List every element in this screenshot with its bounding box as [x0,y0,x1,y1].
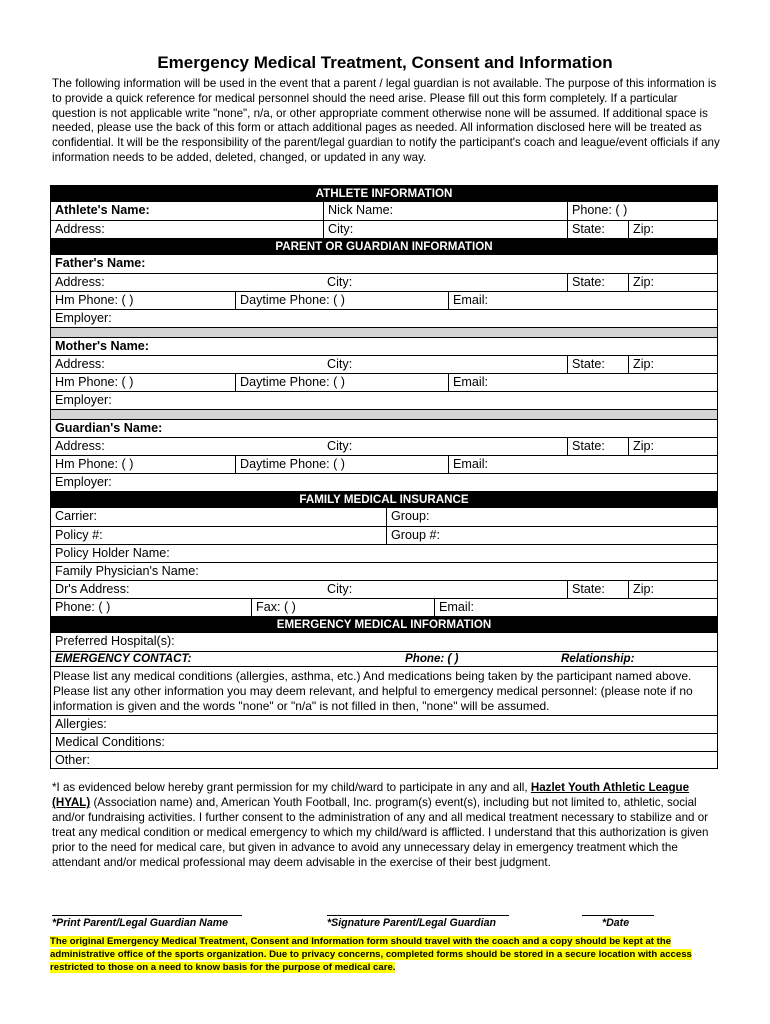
section-separator [50,327,718,337]
section-separator [50,409,718,419]
footer-note [50,935,730,974]
mother-email-field[interactable]: Email: [448,374,717,391]
guardian-state-field[interactable]: State: [567,438,628,455]
signature-line[interactable] [327,915,509,916]
date-line[interactable] [582,915,654,916]
allergies-row [50,715,718,733]
father-address-field[interactable]: Address: [55,275,105,289]
guardian-phone-row [50,455,718,473]
mother-employer-field[interactable]: Employer: [55,393,112,407]
relationship-field[interactable]: Relationship: [561,652,635,665]
guardian-employer-field[interactable]: Employer: [55,475,112,489]
medical-instructions: Please list any medical conditions (allergies, asthma, etc.) And medications being taken by the participant named above. Please list any other information you may deem relevant, and helpful to emergency medical personnel: (please note if no information is given and the words "none" or "n/a" is not filled in then, "none" will be assumed. [50,666,718,715]
father-email-field[interactable]: Email: [448,292,717,309]
conditions-row [50,733,718,751]
athlete-zip-field[interactable]: Zip: [628,221,717,238]
emergency-phone-field[interactable]: Phone: ( ) [405,652,459,665]
father-city-field[interactable]: City: [327,275,353,289]
guardian-city-field[interactable]: City: [327,439,353,453]
guardian-name-row [50,419,718,437]
emergency-contact-row [50,651,718,666]
carrier-field[interactable]: Carrier: [55,509,97,523]
mother-name-row [50,337,718,355]
form-table [50,185,718,769]
father-name-field[interactable]: Father's Name: [55,256,146,270]
athlete-phone-field[interactable]: Phone: ( ) [567,202,717,220]
dr-state-field[interactable]: State: [567,581,628,598]
dr-address-field[interactable]: Dr's Address: [55,582,130,596]
guardian-zip-field[interactable]: Zip: [628,438,717,455]
mother-zip-field[interactable]: Zip: [628,356,717,373]
dr-address-row [50,580,718,598]
father-employer-row [50,309,718,327]
medical-conditions-field[interactable]: Medical Conditions: [55,735,165,750]
athlete-name-field[interactable]: Athlete's Name: [55,203,150,217]
father-address-row [50,273,718,291]
league-name: Hazlet Youth Athletic League (HYAL) [52,781,690,809]
father-employer-field[interactable]: Employer: [55,311,112,325]
father-name-row [50,255,718,273]
father-phone-row [50,291,718,309]
father-hm-phone-field[interactable]: Hm Phone: ( ) [55,293,134,307]
parent-section-header: PARENT OR GUARDIAN INFORMATION [50,238,718,255]
holder-row [50,544,718,562]
athlete-address-field[interactable]: Address: [55,222,105,236]
consent-text-start: *I as evidenced below hereby grant permission for my child/ward to participate in any and all, [52,781,528,794]
guardian-hm-phone-field[interactable]: Hm Phone: ( ) [55,457,134,471]
athlete-city-field[interactable]: City: [323,221,567,238]
carrier-row [50,508,718,526]
guardian-employer-row [50,473,718,491]
guardian-day-phone-field[interactable]: Daytime Phone: ( ) [235,456,448,473]
father-zip-field[interactable]: Zip: [628,274,717,291]
athlete-row-1 [50,202,718,220]
physician-name-field[interactable]: Family Physician's Name: [55,564,199,578]
preferred-hospital-field[interactable]: Preferred Hospital(s): [55,634,175,648]
athlete-row-2 [50,220,718,238]
consent-text-end: (Association name) and, American Youth Football, Inc. program(s) event(s), including but not limited to, athletic, social and/or fundraising activities. I further consent to the administration of any and all medical treatment necessary to stabilize and or treat any medical condition or medical emergency to which my child/ward is afflicted. I understand that this authorization is given prior to the need for medical care, but given in advance to avoid any unnecessary delay in emergency treatment which the attendant and/or medical professional may deem advisable in the exercise of their best judgment. [52,796,709,869]
dr-email-field[interactable]: Email: [434,599,717,616]
guardian-address-row [50,437,718,455]
print-name-label: *Print Parent/Legal Guardian Name [52,917,229,929]
hospital-row [50,633,718,651]
athlete-section-header: ATHLETE INFORMATION [50,185,718,202]
other-row [50,751,718,769]
guardian-address-field[interactable]: Address: [55,439,105,453]
group-field[interactable]: Group: [386,508,717,526]
nick-name-field[interactable]: Nick Name: [323,202,567,220]
athlete-state-field[interactable]: State: [567,221,628,238]
physician-row [50,562,718,580]
dr-city-field[interactable]: City: [327,582,353,596]
signature-label: *Signature Parent/Legal Guardian [327,917,496,929]
emergency-section-header: EMERGENCY MEDICAL INFORMATION [50,616,718,633]
father-state-field[interactable]: State: [567,274,628,291]
mother-city-field[interactable]: City: [327,357,353,371]
father-day-phone-field[interactable]: Daytime Phone: ( ) [235,292,448,309]
guardian-email-field[interactable]: Email: [448,456,717,473]
mother-address-row [50,355,718,373]
page-title: Emergency Medical Treatment, Consent and Information [157,53,613,72]
date-label: *Date [602,917,630,929]
mother-state-field[interactable]: State: [567,356,628,373]
guardian-name-field[interactable]: Guardian's Name: [55,421,163,435]
mother-hm-phone-field[interactable]: Hm Phone: ( ) [55,375,134,389]
policy-holder-field[interactable]: Policy Holder Name: [55,546,170,560]
mother-day-phone-field[interactable]: Daytime Phone: ( ) [235,374,448,391]
mother-employer-row [50,391,718,409]
policy-number-field[interactable]: Policy #: [55,528,103,542]
dr-phone-row [50,598,718,616]
mother-phone-row [50,373,718,391]
policy-row [50,526,718,544]
footer-note-text: The original Emergency Medical Treatment, Consent and Information form should travel with the coach and a copy should be kept at the administrative office of the sports organization. Due to privacy concerns, completed forms should be stored in a secure location with access restricted to those on a need to know basis for the purpose of medical care. [50,936,692,973]
mother-address-field[interactable]: Address: [55,357,105,371]
dr-fax-field[interactable]: Fax: ( ) [251,599,434,616]
emergency-contact-field[interactable]: EMERGENCY CONTACT: [55,652,192,665]
print-name-line[interactable] [52,915,242,916]
intro-paragraph: The following information will be used in the event that a parent / legal guardian is not available. The purpose of this information is to provide a quick reference for medical personnel should the need arise. Please fill out this form completely. If a particular question is not applicable write "none", n/a, or other appropriate comment otherwise none will be assumed. If additional space is needed, please use the back of this form or attach additional pages as needed. All information disclosed here will be treated as confidential. It will be the responsibility of the parent/legal guardian to notify the participant's coach and league/event officials if any information needs to be added, deleted, changed, or updated in any way. [52,77,720,164]
dr-phone-field[interactable]: Phone: ( ) [55,600,111,614]
allergies-field[interactable]: Allergies: [55,717,107,732]
other-field[interactable]: Other: [55,753,90,768]
group-number-field[interactable]: Group #: [386,527,717,544]
dr-zip-field[interactable]: Zip: [628,581,717,598]
mother-name-field[interactable]: Mother's Name: [55,339,149,353]
insurance-section-header: FAMILY MEDICAL INSURANCE [50,491,718,508]
consent-paragraph [52,780,714,870]
